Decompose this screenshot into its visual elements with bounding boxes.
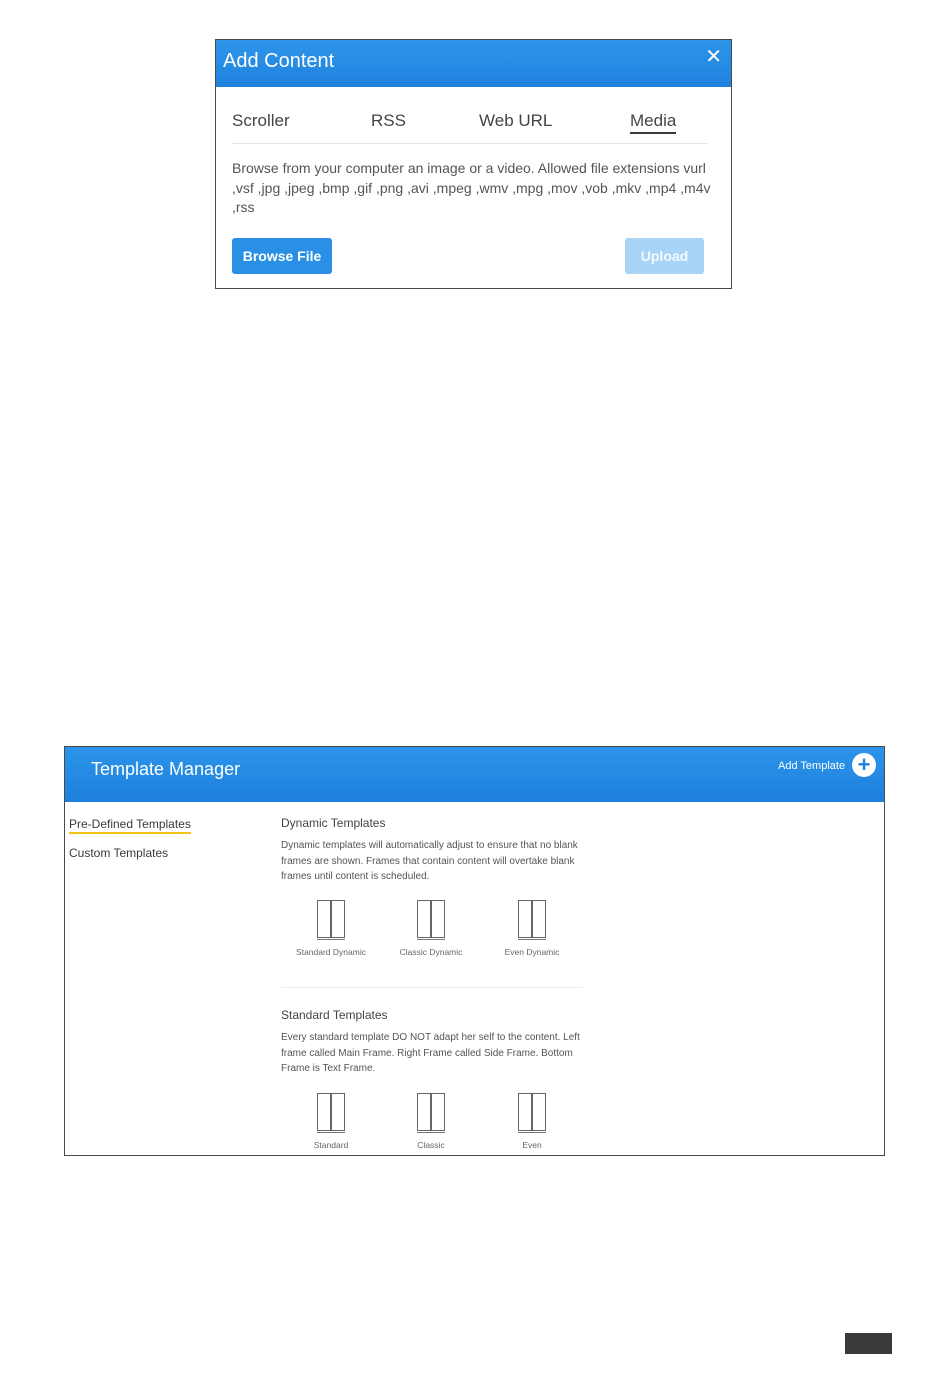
template-label: Even: [522, 1140, 542, 1150]
sidebar-item-pre-defined-templates[interactable]: Pre-Defined Templates: [69, 817, 191, 834]
template-layout-icon: [417, 900, 445, 938]
template-manager-panel: [64, 746, 885, 1156]
section-divider: [281, 987, 583, 988]
page-number-tab: [845, 1333, 892, 1354]
browse-file-button[interactable]: Browse File: [232, 238, 332, 274]
template-standard-dynamic[interactable]: [291, 900, 371, 959]
content-type-tabs: [232, 111, 708, 144]
template-label: Standard Dynamic: [296, 947, 366, 957]
template-layout-icon: [317, 900, 345, 938]
tab-scroller[interactable]: Scroller: [232, 111, 290, 130]
template-even-dynamic[interactable]: [492, 900, 572, 959]
template-standard[interactable]: [291, 1093, 371, 1152]
sidebar-item-custom-templates[interactable]: Custom Templates: [69, 846, 169, 860]
template-even[interactable]: [492, 1093, 572, 1152]
dialog-header: [216, 40, 731, 87]
template-label: Classic: [417, 1140, 445, 1150]
dynamic-templates-title: Dynamic Templates: [281, 816, 386, 830]
template-label: Classic Dynamic: [399, 947, 463, 957]
template-layout-icon: [518, 900, 546, 938]
dynamic-templates-description: Dynamic templates will automatically adjust to ensure that no blank frames are shown. Frames that contain content will overtake blank frames until content is scheduled.: [281, 840, 578, 882]
template-classic-dynamic[interactable]: [391, 900, 471, 959]
standard-templates-description: Every standard template DO NOT adapt her self to the content. Left frame called Main Frame. Right Frame called Side Frame. Bottom Frame is Text Frame.: [281, 1032, 580, 1074]
add-content-dialog: [215, 39, 732, 289]
media-description: Browse from your computer an image or a video. Allowed file extensions vurl ,vsf ,jpg ,jpeg ,bmp ,gif ,png ,avi ,mpeg ,wmv ,mpg ,mov ,vob ,mkv ,mp4 ,m4v ,rss: [232, 160, 711, 215]
add-template-link[interactable]: Add Template: [778, 760, 846, 772]
tab-web-url[interactable]: Web URL: [479, 111, 553, 130]
upload-button[interactable]: Upload: [625, 238, 704, 274]
dialog-title: Add Content: [223, 50, 335, 72]
close-icon[interactable]: ✕: [705, 46, 722, 68]
template-layout-icon: [317, 1093, 345, 1131]
template-manager-header: [65, 747, 884, 802]
template-label: Standard: [313, 1140, 349, 1150]
standard-templates-title: Standard Templates: [281, 1008, 388, 1022]
template-label: Even Dynamic: [504, 947, 560, 957]
template-layout-icon: [417, 1093, 445, 1131]
page-title: Template Manager: [91, 759, 241, 779]
tab-media[interactable]: Media: [630, 111, 676, 134]
plus-circle-icon[interactable]: +: [852, 753, 876, 777]
template-layout-icon: [518, 1093, 546, 1131]
template-classic[interactable]: [391, 1093, 471, 1152]
tab-rss[interactable]: RSS: [371, 111, 406, 130]
